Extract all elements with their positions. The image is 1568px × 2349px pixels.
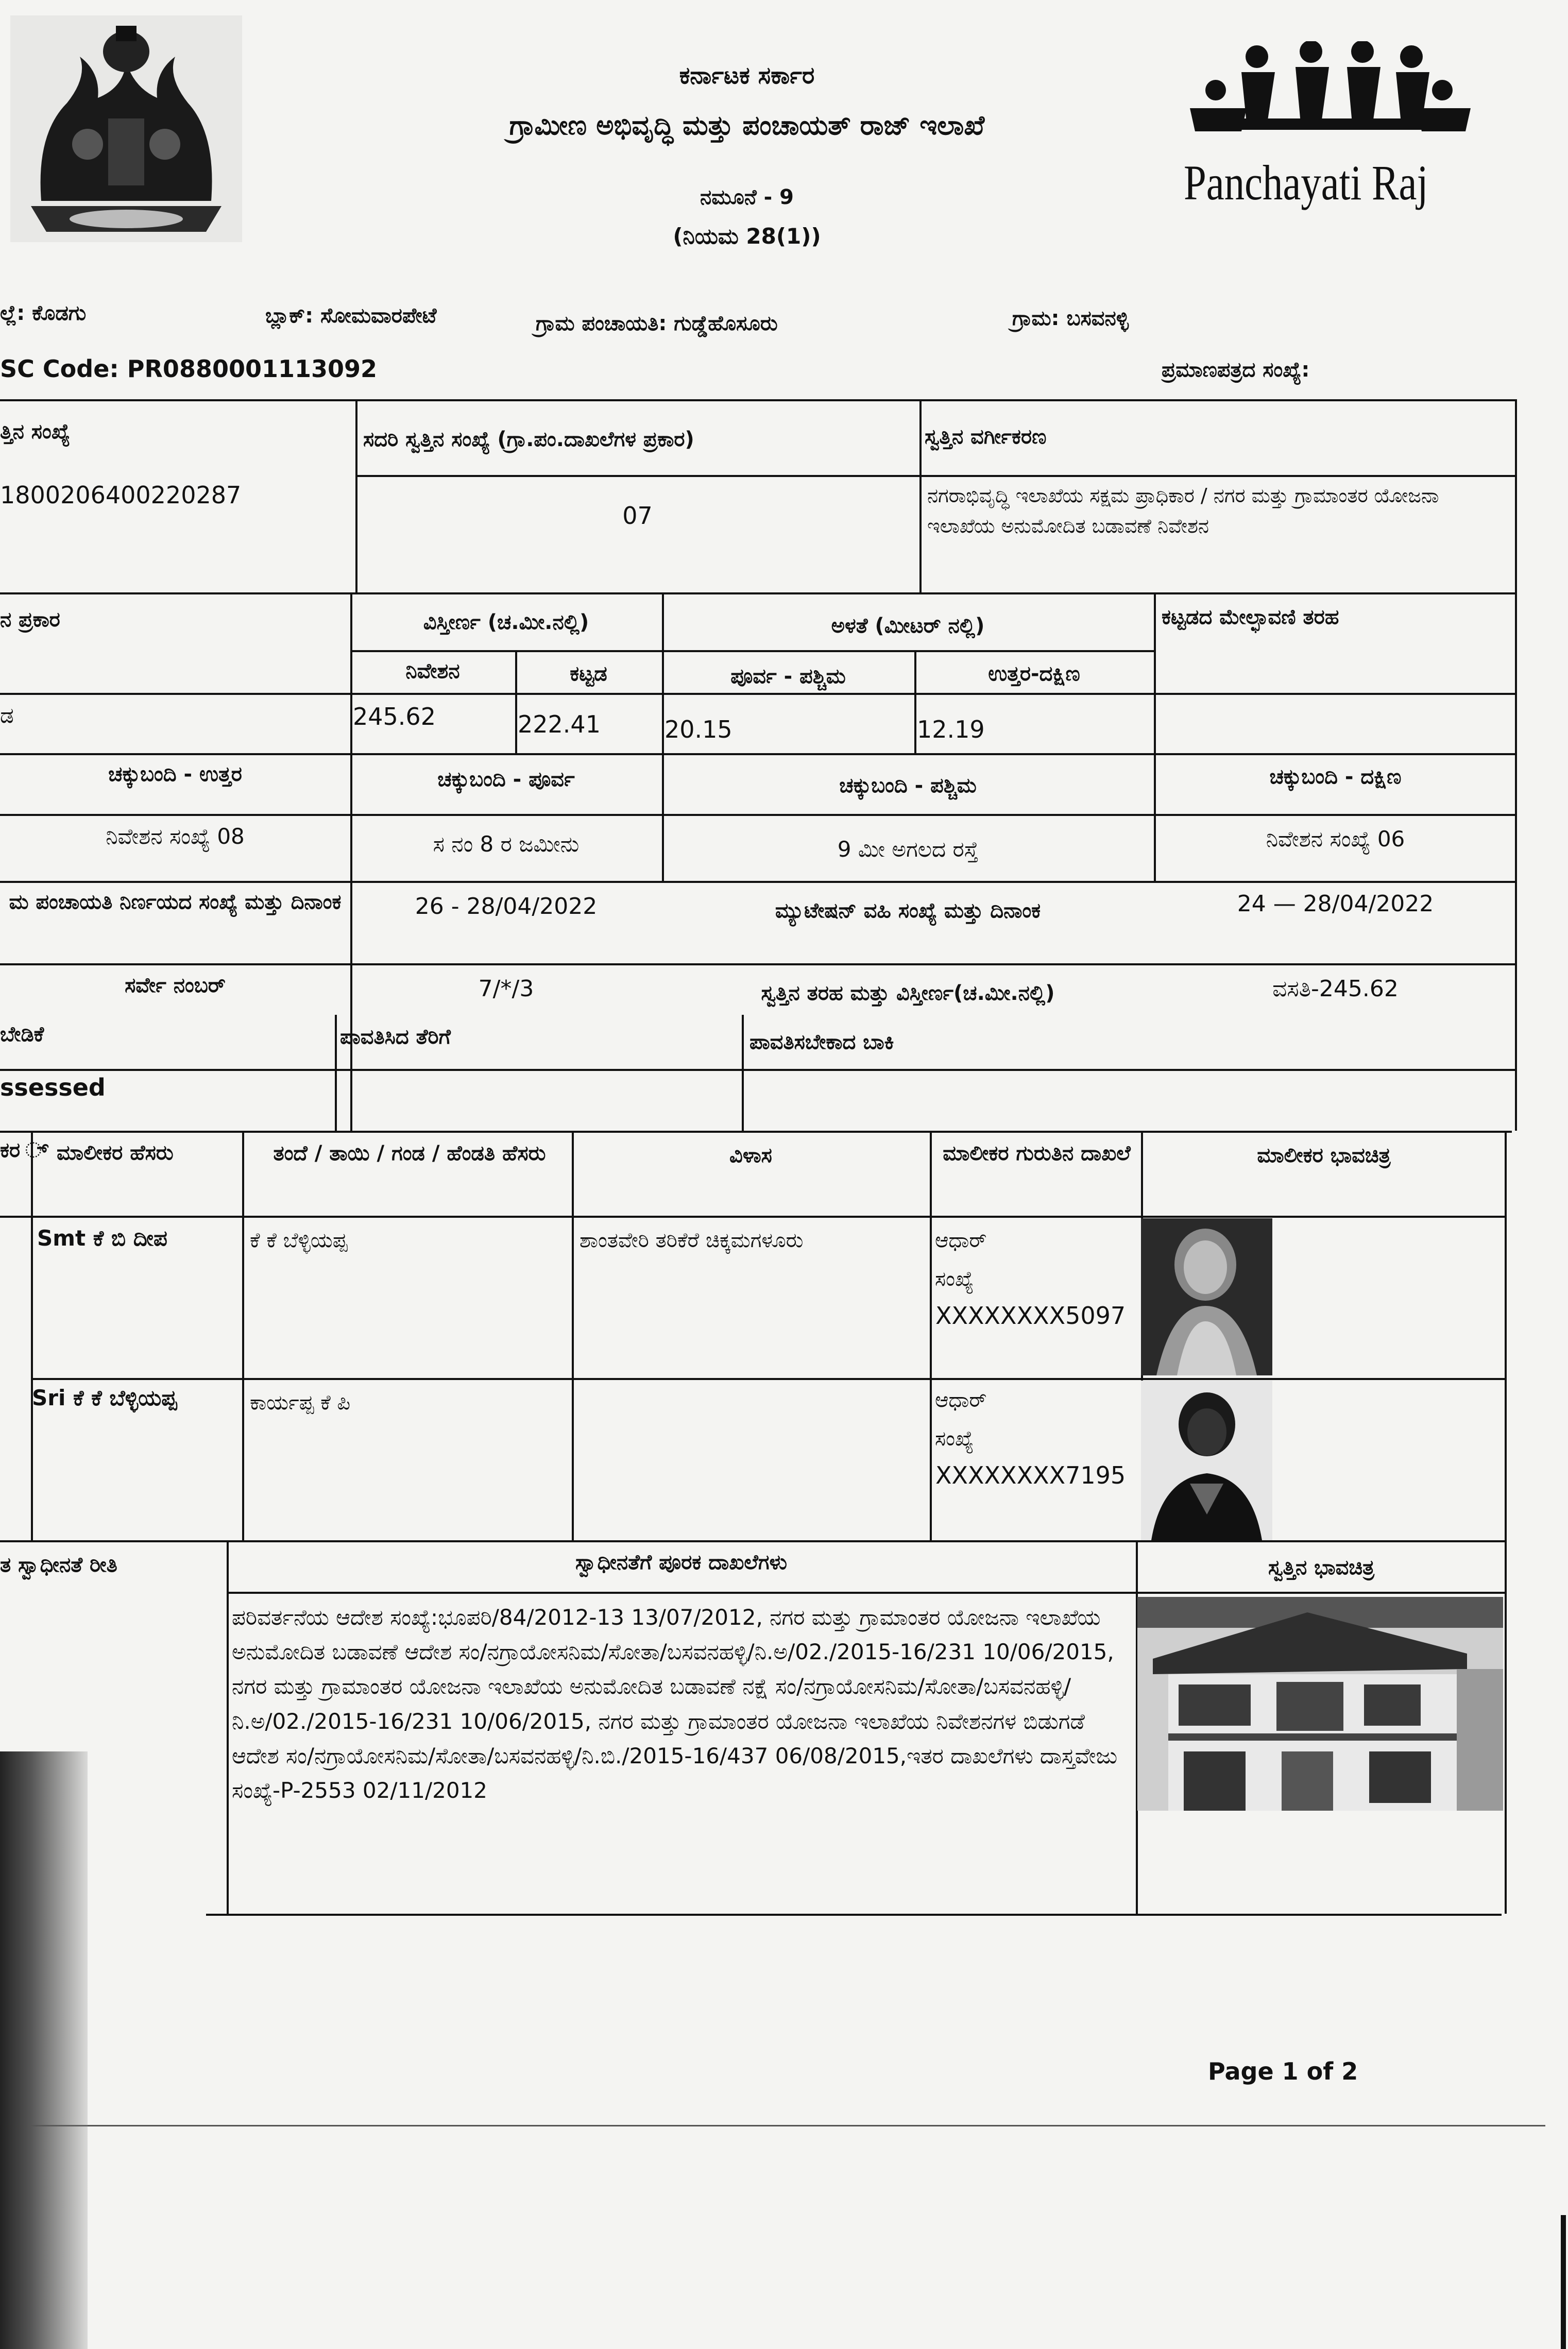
boundary-west-label: ಚಕ್ಕುಬಂದಿ - ಪಶ್ಚಿಮ (839, 774, 977, 797)
property-photo-icon (1137, 1597, 1503, 1811)
property-class-value: ನಗರಾಭಿವೃದ್ಧಿ ಇಲಾಖೆಯ ಸಕ್ಷಮ ಪ್ರಾಧಿಕಾರ / ನಗರ ಮತ್ತು ಗ್ರಾಮಾಂತರ ಯೋಜನಾ ಇಲಾಖೆಯ ಅನುಮೋದಿತ ಬಡಾವಣೆ ನಿವೇಶನ (927, 484, 1439, 537)
owner-photo-icon (1141, 1218, 1272, 1375)
boundary-west-value: 9 ಮೀ ಅಗಲದ ರಸ್ತೆ (837, 837, 979, 862)
owner-name-header: ಮಾಲೀಕರ ಹೆಸರು (57, 1141, 174, 1165)
scan-edge (1561, 2215, 1566, 2349)
rule-number: (ನಿಯಮ 28(1)) (673, 224, 821, 249)
owner-name: Sri ಕೆ ಕೆ ಬೆಳ್ಳಿಯಪ್ಪ (32, 1385, 177, 1410)
govt-title: ಕರ್ನಾಟಕ ಸರ್ಕಾರ (679, 61, 815, 89)
owner-id-value: XXXXXXXX5097 (935, 1302, 1126, 1330)
lgd-code: SC Code: PR0880001113092 (0, 355, 378, 383)
gp-property-number-value: 07 (622, 502, 653, 530)
owner-photo-header: ಮಾಲೀಕರ ಭಾವಚಿತ್ರ (1257, 1144, 1391, 1167)
certificate-number-label: ಪ್ರಮಾಣಪತ್ರದ ಸಂಖ್ಯೆ: (1162, 358, 1310, 382)
mutation-value: 24 — 28/04/2022 (1237, 891, 1434, 917)
form-number: ನಮೂನೆ - 9 (700, 185, 794, 209)
boundary-north-value: ನಿವೇಶನ ಸಂಖ್ಯೆ 08 (106, 824, 245, 849)
owner-parent-header: ತಂದೆ / ತಾಯಿ / ಗಂಡ / ಹೆಂಡತಿ ಹೆಸರು (273, 1142, 546, 1165)
owner-id-label: ಸಂಖ್ಯೆ (935, 1267, 974, 1291)
page-number: Page 1 of 2 (1208, 2057, 1358, 2085)
block-label: ಬ್ಲಾಕ್: ಸೋಮವಾರಪೇಟೆ (265, 304, 437, 328)
dimension-label: ಅಳತೆ (ಮೀಟರ್ ನಲ್ಲಿ) (831, 614, 985, 638)
acquisition-docs-label: ಸ್ವಾಧೀನತೆಗೆ ಪೂರಕ ದಾಖಲೆಗಳು (575, 1551, 787, 1574)
boundary-south-value: ನಿವೇಶನ ಸಂಖ್ಯೆ 06 (1266, 826, 1405, 852)
resolution-label: ಮ ಪಂಚಾಯತಿ ನಿರ್ಣಯದ ಸಂಖ್ಯೆ ಮತ್ತು ದಿನಾಂಕ (9, 890, 342, 914)
east-west-value: 20.15 (664, 716, 732, 743)
boundary-east-label: ಚಕ್ಕುಬಂದಿ - ಪೂರ್ವ (437, 768, 575, 791)
tax-paid-label: ಪಾವತಿಸಿದ ತೆರಿಗೆ (340, 1025, 451, 1049)
property-class-label: ಸ್ವತ್ತಿನ ವರ್ಗೀಕರಣ (925, 425, 1047, 449)
property-type-value: ಡ (0, 703, 14, 728)
gp-property-number-label: ಸದರಿ ಸ್ವತ್ತಿನ ಸಂಖ್ಯೆ (ಗ್ರಾ.ಪಂ.ದಾಖಲೆಗಳ ಪ್ರಕಾರ) (363, 428, 694, 451)
site-area-label: ನಿವೇಶನ (405, 659, 460, 683)
tax-demand-value: ssessed (0, 1074, 106, 1101)
resolution-value: 26 - 28/04/2022 (415, 893, 598, 920)
owner-id-type: ಆಧಾರ್ (935, 1229, 987, 1252)
owner-address-header: ವಿಳಾಸ (729, 1144, 772, 1167)
department-title: ಗ್ರಾಮೀಣ ಅಭಿವೃದ್ಧಿ ಮತ್ತು ಪಂಚಾಯತ್ ರಾಜ್ ಇಲಾಖೆ (509, 110, 985, 141)
boundary-north-label: ಚಕ್ಕುಬಂದಿ - ಉತ್ತರ (108, 762, 242, 786)
north-south-label: ಉತ್ತರ-ದಕ್ಷಿಣ (988, 662, 1080, 686)
owner-id-header: ಮಾಲೀಕರ ಗುರುತಿನ ದಾಖಲೆ (943, 1142, 1131, 1165)
building-area-label: ಕಟ್ಟಡ (570, 662, 607, 686)
district-label: ಲ್ಲೆ: ಕೊಡಗು (0, 301, 87, 325)
owner-photo-icon (1141, 1381, 1272, 1540)
building-area-value: 222.41 (518, 710, 601, 738)
logo-text: Panchayati Raj (1184, 155, 1428, 210)
boundary-east-value: ಸ ನಂ 8 ರ ಜಮೀನು (433, 831, 580, 857)
owner-name: Smt ಕೆ ಬಿ ದೀಪ (37, 1225, 167, 1251)
east-west-label: ಪೂರ್ವ - ಪಶ್ಚಿಮ (730, 665, 846, 688)
scan-shadow (0, 1751, 88, 2349)
property-id-label: ತ್ತಿನ ಸಂಖ್ಯೆ (0, 420, 70, 444)
owner-parent-name: ಕೆ ಕೆ ಬೆಳ್ಳಿಯಪ್ಪ (250, 1229, 348, 1252)
acquisition-docs-text: ಪರಿವರ್ತನೆಯ ಆದೇಶ ಸಂಖ್ಯೆ:ಭೂಪರಿ/84/2012-13 13/07/2012, ನಗರ ಮತ್ತು ಗ್ರಾಮಾಂತರ ಯೋಜನಾ ಇಲಾಖೆಯ ಅನುಮೋದಿತ ಬಡಾವಣೆ ಆದೇಶ ಸಂ/ನಗ್ರಾಯೋಸನಿಮ/ಸೋತಾ/ಬಸವನಹಳ್ಳಿ/ನಿ.ಅ/02./2015-16/231 10/06/2015, ನಗರ ಮತ್ತು ಗ್ರಾಮಾಂತರ ಯೋಜನಾ ಇಲಾಖೆಯ ಅನುಮೋದಿತ ಬಡಾವಣೆ ನಕ್ಷೆ ಸಂ/ನಗ್ರಾಯೋಸನಿಮ/ಸೋತಾ/ಬಸವನಹಳ್ಳಿ/ನಿ.ಅ/02./2015-16/231 10/06/2015, ನಗರ ಮತ್ತು ಗ್ರಾಮಾಂತರ ಯೋಜನಾ ಇಲಾಖೆಯ ನಿವೇಶನಗಳ ಬಿಡುಗಡೆ ಆದೇಶ ಸಂ/ನಗ್ರಾಯೋಸನಿಮ/ಸೋತಾ/ಬಸವನಹಳ್ಳಿ/ನಿ.ಬಿ./2015-16/437 06/08/2015,ಇತರ ದಾಖಲೆಗಳು ದಾಸ್ತವೇಜು ಸಂಖ್ಯೆ-P-2553 02/11/2012 (232, 1605, 1118, 1803)
site-area-value: 245.62 (353, 703, 436, 730)
owner-number-header: ಕರ ್ (0, 1138, 48, 1162)
mutation-label: ಮ್ಯುಟೇಷನ್ ವಹಿ ಸಂಖ್ಯೆ ಮತ್ತು ದಿನಾಂಕ (775, 899, 1041, 923)
survey-number-label: ಸರ್ವೇ ನಂಬರ್ (125, 974, 226, 997)
usage-value: ವಸತಿ-245.62 (1272, 976, 1399, 1002)
usage-label: ಸ್ವತ್ತಿನ ತರಹ ಮತ್ತು ವಿಸ್ತೀರ್ಣ(ಚ.ಮೀ.ನಲ್ಲಿ) (761, 981, 1055, 1005)
owner-parent-name: ಕಾರ್ಯಪ್ಪ ಕೆ ಪಿ (250, 1391, 351, 1415)
tax-demand-label: ಬೇಡಿಕೆ (0, 1023, 44, 1046)
owner-address: ಶಾಂತವೇರಿ ತರಿಕೆರೆ ಚಿಕ್ಕಮಗಳೂರು (580, 1229, 804, 1252)
owner-id-value: XXXXXXXX7195 (935, 1461, 1126, 1489)
roof-type-label: ಕಟ್ಟಡದ ಮೇಲ್ಛಾವಣಿ ತರಹ (1162, 605, 1339, 629)
village-label: ಗ್ರಾಮ: ಬಸವನಳ್ಳಿ (1012, 307, 1129, 330)
acquisition-mode-label: ತ ಸ್ವಾಧೀನತೆ ರೀತಿ (0, 1553, 117, 1577)
property-id-value: 1800206400220287 (0, 481, 242, 509)
karnataka-emblem-icon (10, 15, 242, 242)
owner-id-type: ಆಧಾರ್ (935, 1388, 987, 1412)
survey-number-value: 7/*/3 (478, 976, 534, 1002)
north-south-value: 12.19 (917, 716, 985, 743)
boundary-south-label: ಚಕ್ಕುಬಂದಿ - ದಕ್ಷಿಣ (1269, 765, 1402, 789)
property-photo-label: ಸ್ವತ್ತಿನ ಭಾವಚಿತ್ರ (1268, 1556, 1375, 1579)
tax-due-label: ಪಾವತಿಸಬೇಕಾದ ಬಾಕಿ (749, 1030, 894, 1054)
property-type-label: ನ ಪ್ರಕಾರ (0, 608, 60, 632)
owner-id-label: ಸಂಖ್ಯೆ (935, 1427, 974, 1451)
area-label: ವಿಸ್ತೀರ್ಣ (ಚ.ಮೀ.ನಲ್ಲಿ) (423, 610, 589, 634)
gram-panchayat-label: ಗ್ರಾಮ ಪಂಚಾಯತಿ: ಗುಡ್ಡೆಹೊಸೂರು (536, 312, 778, 335)
